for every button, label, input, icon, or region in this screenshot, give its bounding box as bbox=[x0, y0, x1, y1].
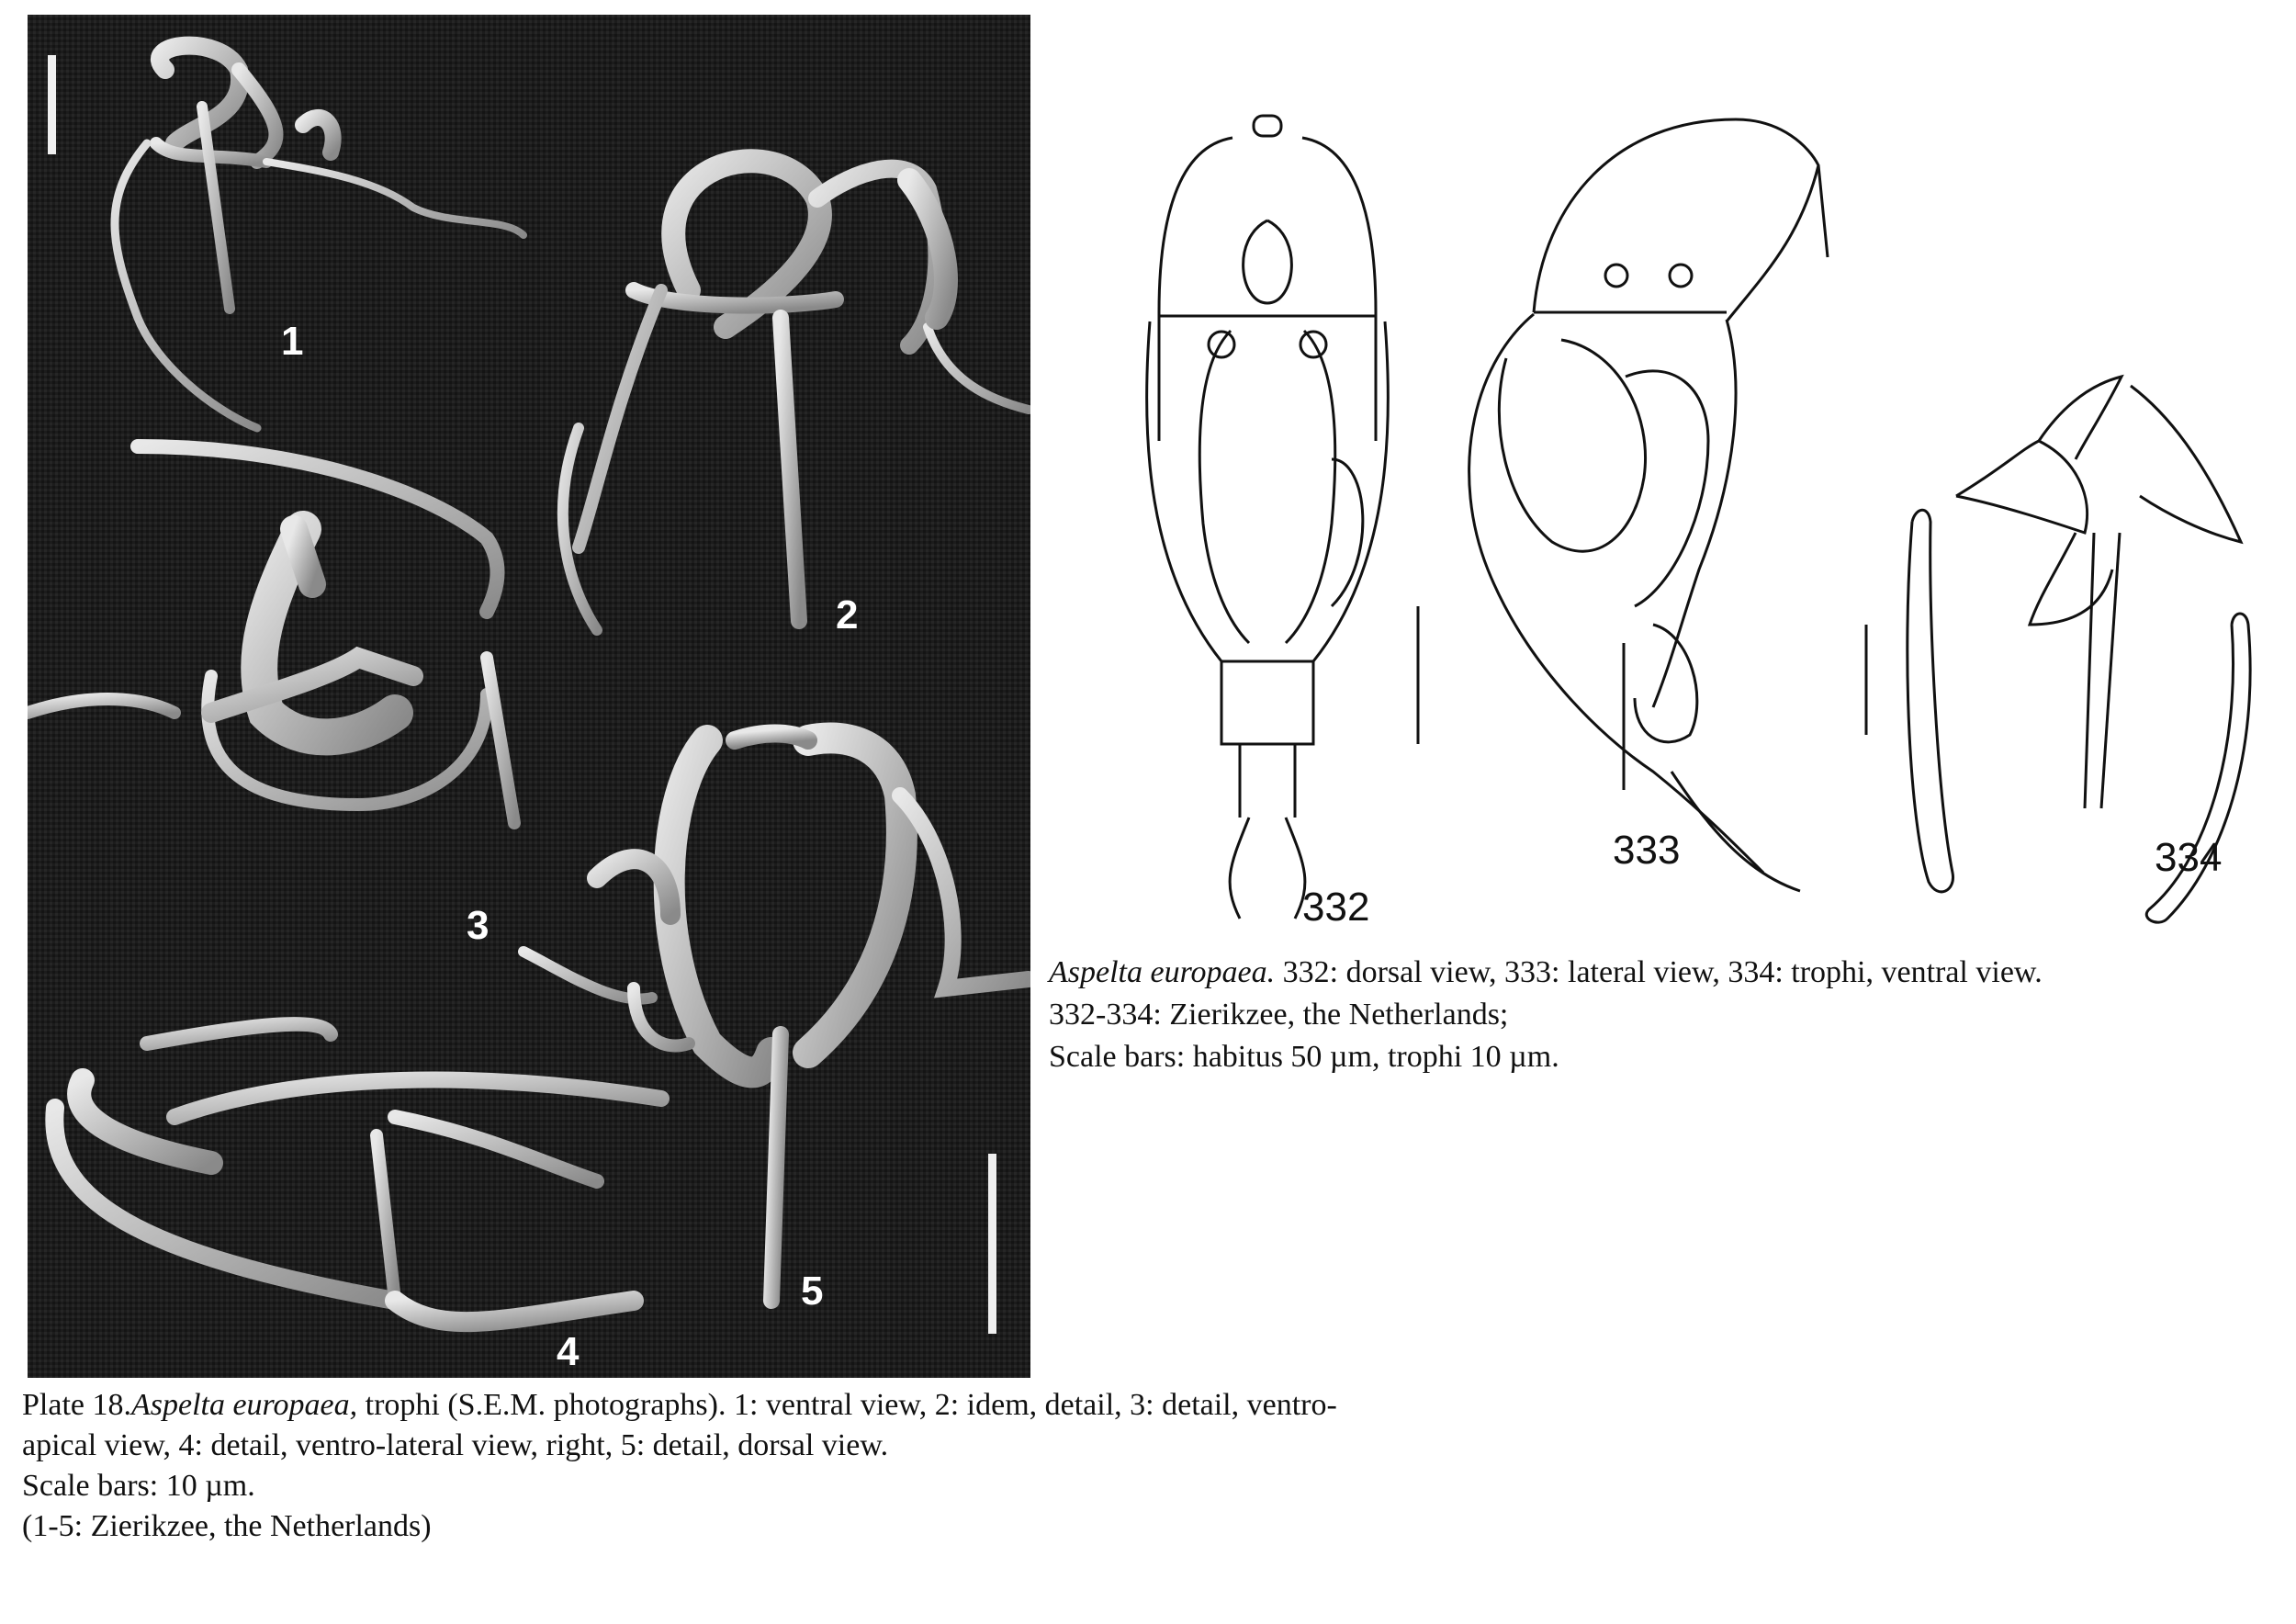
caption-plate-views: trophi (S.E.M. photographs). 1: ventral view, 2: idem, detail, 3: detail, ventro- bbox=[357, 1388, 1337, 1422]
drawing-label-334: 334 bbox=[2155, 835, 2223, 880]
caption-plate-18 bbox=[22, 1385, 1675, 1547]
plate-label: Plate 18. bbox=[22, 1388, 131, 1422]
sem-photo-illustration bbox=[28, 15, 1030, 1378]
caption-drawings-views: 332: dorsal view, 333: lateral view, 334: trophi, ventral view. bbox=[1275, 955, 2043, 989]
figure-number-2: 2 bbox=[836, 592, 859, 637]
species-name: Aspelta europaea. bbox=[1049, 955, 1276, 989]
caption-plate-line2: apical view, 4: detail, ventro-lateral view, right, 5: detail, dorsal view. bbox=[22, 1428, 889, 1462]
drawing-333-lateral-view bbox=[1469, 119, 1828, 891]
figure-number-5: 5 bbox=[801, 1269, 824, 1314]
line-drawings bbox=[1102, 110, 2296, 937]
caption-plate-line3: Scale bars: 10 µm. bbox=[22, 1469, 255, 1503]
caption-drawings-line3: Scale bars: habitus 50 µm, trophi 10 µm. bbox=[1049, 1040, 1559, 1074]
scale-bar-top bbox=[48, 55, 56, 154]
species-name-plate: Aspelta europaea, bbox=[130, 1388, 358, 1422]
figure-number-1: 1 bbox=[281, 319, 304, 364]
drawing-label-333: 333 bbox=[1613, 828, 1681, 873]
caption-plate-line1 bbox=[22, 1385, 1675, 1426]
scale-bar-bottom bbox=[988, 1154, 996, 1334]
habitus-and-trophi-drawings bbox=[1102, 110, 2296, 937]
sem-photo-plate bbox=[28, 15, 1030, 1378]
caption-plate-line4: (1-5: Zierikzee, the Netherlands) bbox=[22, 1509, 432, 1543]
figure-number-4: 4 bbox=[557, 1329, 580, 1374]
drawing-label-332: 332 bbox=[1302, 885, 1370, 930]
caption-drawings bbox=[1049, 952, 2279, 1078]
caption-drawings-line2: 332-334: Zierikzee, the Netherlands; bbox=[1049, 998, 1509, 1032]
caption-drawings-line1 bbox=[1049, 952, 2279, 994]
figure-number-3: 3 bbox=[467, 903, 490, 948]
drawing-332-dorsal-view bbox=[1147, 116, 1418, 919]
